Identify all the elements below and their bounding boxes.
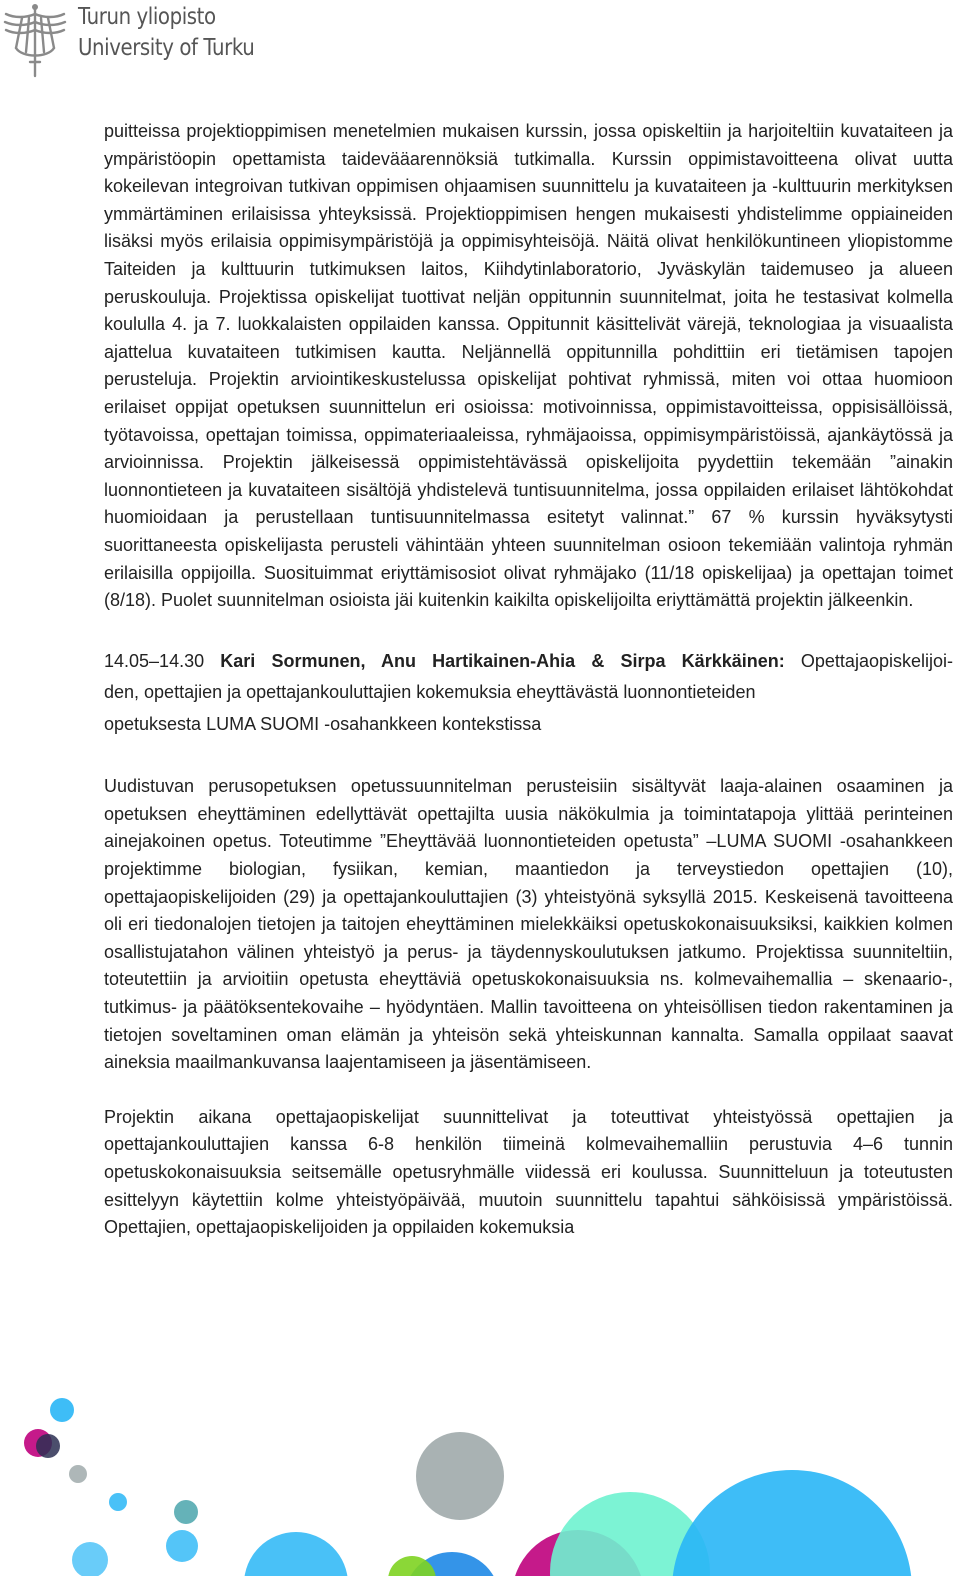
intro-paragraph: puitteissa projektioppimisen menetelmien mukaisen kurssin, jossa opiskeltiin ja harjoiteltiin kuvataiteen ja ympäristöopin opettamista taidevääarennöksiä tutkimalla. Kurssin oppimistavoitteena olivat uutta kokeilevan integroivan tutkivan oppimisen ohjaamisen suunnittelu ja kuvataiteen ja -kulttuurin merkityksen ymmärtäminen erilaisissa yhteyksissä. Projektioppimisen hengen mukaisesti yhdistelimme oppiaineiden lisäksi myös erilaisia oppimisympäristöjä ja oppimisyhteisöjä. Näitä olivat henkilökuntineen yliopistomme Taiteiden ja kulttuurin tutkimuksen laitos, Kiihdytinlaboratorio, Jyväskylän taidemuseo ja alueen peruskouluja. Projektissa opiskelijat tuottivat neljän oppitunnin suunnitelmat, joita he testasivat kolmella koululla 4. ja 7. luokkalaisten oppilaiden kanssa. Oppitunnit käsittelivät värejä, teknologiaa ja visuaalista ajattelua kuvataiteen tutkimisen kautta. Neljännellä oppitunnilla pohdittiin eri tietämisen tapojen perusteluja. Projektin arviointikeskustelussa opiskelijat pohtivat ryhmissä, miten voi ottaa huomioon erilaiset oppijat opetuksen suunnittelun eri osioissa: motivoinnissa, oppimistavoitteissa, oppisisällöissä, työtavoissa, opettajan toimissa, oppimateriaaleissa, ryhmäjaoissa, oppimisympäristöissä, ajankäytössä ja arvioinnissa. Projektin jälkeisessä oppimistehtävässä opiskelijoita pyydettiin tekemään ”ainakin luonnontieteen ja kuvataiteen sisältöjä yhdistelevä tuntisuunnitelma, jossa oppilaiden erilaiset lähtökohdat huomioidaan ja perustellaan tuntisuunnitelmassa esitetyt valinnat.” 67 % kurssin hyväksytysti suorittaneesta opiskelijasta perusteli vähintään yhteen suunnitelman osioon tekemiään valintoja ryhmän erilaisilla oppijoilla. Suosituimmat eriyttämisosiot olivat ryhmäjako (11/18 opiskelijaa) ja opettajan toimet (8/18). Puolet suunnitelman osioista jäi kuitenkin kaikilta opiskelijoilta eriyttämättä projektin jälkeenkin. [104, 121, 953, 611]
decor-circle-5 [109, 1493, 127, 1511]
session-heading-line-1 [104, 646, 953, 678]
university-logo [0, 0, 270, 80]
session-title-part-3: opetuksesta LUMA SUOMI -osahankkeen kontekstissa [104, 713, 542, 734]
logo-name-finnish: Turun yliopisto [78, 4, 216, 30]
decorative-circles [0, 1380, 960, 1576]
document-body [104, 118, 953, 1242]
decor-circle-7 [166, 1530, 198, 1562]
decor-circle-8 [174, 1500, 198, 1524]
decor-circle-4 [69, 1465, 87, 1483]
decor-circle-15 [672, 1470, 912, 1576]
session-heading [104, 646, 953, 741]
decor-circle-3 [36, 1434, 60, 1458]
decor-circle-1 [50, 1398, 74, 1422]
session-paragraph-1: Uudistuvan perusopetuksen opetussuunnitelman perusteisiin sisältyvät laaja-alainen osaaminen ja opetuksen eheyttäminen edellyttävät opettajilta uusia näkökulmia ja toimintatapoja ylittää perinteinen ainejakoinen opetus. Toteutimme ”Eheyttävää luonnontieteiden opetusta” –LUMA SUOMI -osahankkeen projektimme biologian, fysiikan, kemian, maantiedon ja terveystiedon opettajien (10), opettajaopiskelijoiden (29) ja opettajankouluttajien (3) yhteistyönä syksyllä 2015. Keskeisenä tavoitteena oli eri tiedonalojen tietojen ja taitojen eheyttäminen mielekkäiksi opetuskokonaisuuksiksi, kaikkien kolmen osallistujatahon välinen yhteistyö ja perus- ja täydennyskoulutuksen jatkumo. Projektissa suunniteltiin, toteutettiin ja arvioitiin opetusta eheyttäviä opetuskokonaisuuksia ns. kolmevaihemallia – skenaario-, tutkimus- ja päätöksentekovaihe – hyödyntäen. Mallin tavoitteena on yhteisöllisen tiedon rakentaminen ja tietojen soveltaminen oman elämän ja yhteisön sekä yhteiskunnan kannalta. Samalla oppilaat saavat aineksia maailmankuvansa laajentamiseen ja jäsentämiseen. [104, 776, 953, 1073]
decor-circle-9 [244, 1532, 348, 1576]
session-authors: Kari Sormunen, Anu Hartikainen-Ahia & Sirpa Kärkkäinen: [220, 650, 785, 671]
session-title-part-1: Opettajaopiskelijoi- [800, 650, 953, 671]
university-emblem-icon [2, 2, 68, 78]
logo-name-english: University of Turku [78, 35, 255, 61]
session-time: 14.05–14.30 [104, 650, 205, 671]
session-title-part-2: den, opettajien ja opettajankouluttajien kokemuksia eheyttävästä luonnontieteiden [104, 682, 756, 703]
decor-circle-6 [72, 1542, 108, 1576]
decor-circle-10 [416, 1432, 504, 1520]
session-paragraph-2: Projektin aikana opettajaopiskelijat suunnittelivat ja toteuttivat yhteistyössä opettajien ja opettajankouluttajien kanssa 6-8 henkilön tiimeinä kolmevaihemalliin perustuvia 4–6 tunnin opetuskokonaisuuksia seitsemälle opetusryhmälle viidessä eri koulussa. Suunnitteluun ja toteutusten esittelyyn käytettiin kolme yhteistyöpäivää, muutoin suunnittelu tapahtui sähköisissä ympäristöissä. Opettajien, opettajaopiskelijoiden ja oppilaiden kokemuksia [104, 1106, 953, 1238]
